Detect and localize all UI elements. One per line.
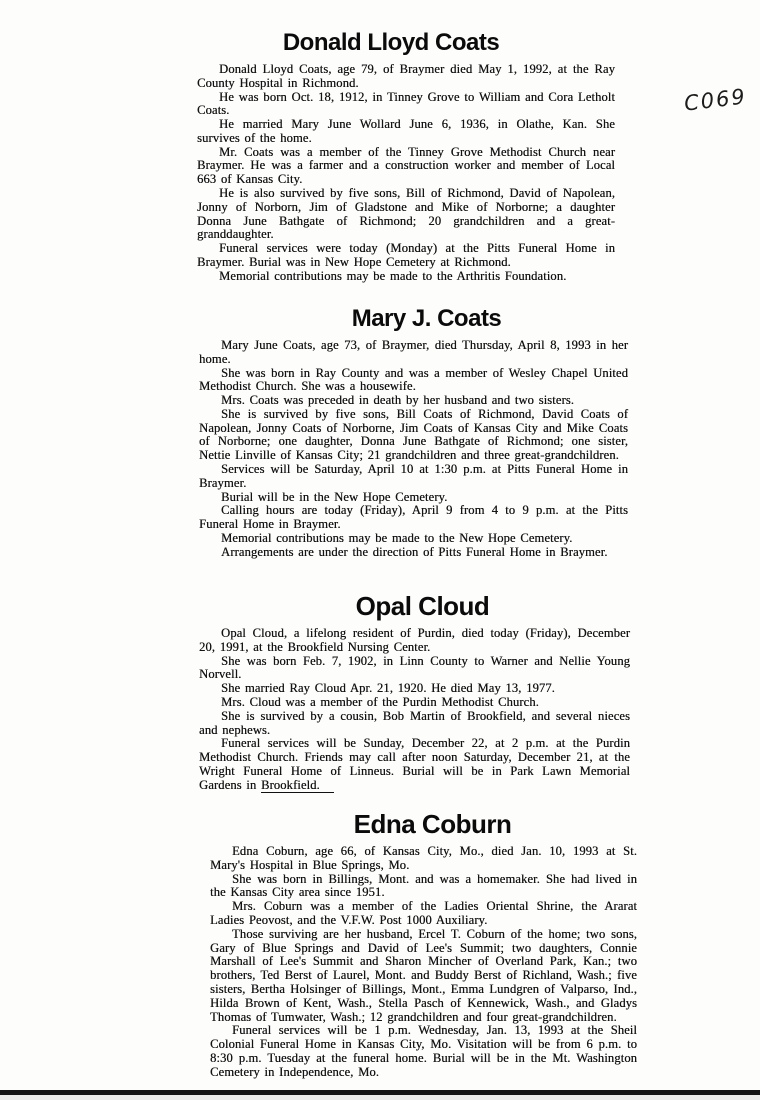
obituary-paragraph: Burial will be in the New Hope Cemetery. xyxy=(221,489,448,504)
obituary-paragraph: Mrs. Coburn was a member of the Ladies Oriental Shrine, the Ararat Ladies Peovost, and the V.F.W. Post 1000 Auxiliary. xyxy=(210,899,637,928)
obituary-paragraph: Mary June Coats, age 73, of Braymer, died Thursday, April 8, 1993 in her home. xyxy=(199,337,628,366)
obituary-title: Mary J. Coats xyxy=(351,305,502,332)
obituary-paragraph: She was born in Ray County and was a member of Wesley Chapel United Methodist Church. She was a housewife. xyxy=(199,365,628,394)
underlined-word: Brookfield. xyxy=(261,778,334,793)
obituary-paragraph: Memorial contributions may be made to the New Hope Cemetery. xyxy=(221,531,573,546)
obituary-paragraph: Funeral services were today (Monday) at the Pitts Funeral Home in Braymer. Burial was in New Hope Cemetery at Richmond. xyxy=(197,241,615,270)
obituary-paragraph: Funeral services will be 1 p.m. Wednesday, Jan. 13, 1993 at the Sheil Colonial Funeral Home in Kansas City, Mo. Visitation will be from 6 p.m. to 8:30 p.m. Tuesday at the funeral home. Burial will be in the Mt. Washington Cemetery in Independence, Mo. xyxy=(210,1023,637,1079)
obituary-paragraph: She is survived by five sons, Bill Coats of Richmond, David Coats of Napolean, Jonny Coats of Norborne, Jim Coats of Kansas City and Mike Coats of Norborne; one daughter, Donna June Bathgate of Richmond; one sister, Nettie Linville of Kansas City; 21 grandchildren and three great-grandchildren. xyxy=(199,406,628,463)
obituary-paragraph: Donald Lloyd Coats, age 79, of Braymer died May 1, 1992, at the Ray County Hospital in Richmond. xyxy=(197,61,615,90)
obituary-paragraph: He married Mary June Wollard June 6, 1936, in Olathe, Kan. She survives of the home. xyxy=(197,117,615,145)
obituary-opal-cloud xyxy=(199,592,630,793)
obituary-paragraph: She was born Feb. 7, 1902, in Linn County to Warner and Nellie Young Norvell. xyxy=(199,653,630,682)
obituary-paragraph: Memorial contributions may be made to the Arthritis Foundation. xyxy=(219,268,567,283)
obituary-paragraph: Edna Coburn, age 66, of Kansas City, Mo., died Jan. 10, 1993 at St. Mary's Hospital in Blue Springs, Mo. xyxy=(210,844,637,872)
obituary-paragraph: Mr. Coats was a member of the Tinney Grove Methodist Church near Braymer. He was a farmer and a construction worker and member of Local 663 of Kansas City. xyxy=(197,144,615,187)
paragraph-text: Funeral services will be Sunday, December 22, at 2 p.m. at the Purdin Methodist Church. Friends may call after noon Saturday, December 21, at the Wright Funeral Home of Linneus. Burial will be in Park Lawn Memorial Gardens in xyxy=(199,736,630,792)
obituary-paragraph: She is survived by a cousin, Bob Martin of Brookfield, and several nieces and nephews. xyxy=(199,708,630,737)
obituary-donald-lloyd-coats xyxy=(197,30,615,284)
obituary-paragraph: Services will be Saturday, April 10 at 1:30 p.m. at Pitts Funeral Home in Braymer. xyxy=(199,462,628,490)
obituary-paragraph: Opal Cloud, a lifelong resident of Purdin, died today (Friday), December 20, 1991, at the Brookfield Nursing Center. xyxy=(199,626,630,654)
obituary-paragraph xyxy=(199,737,630,792)
obituary-paragraph: Calling hours are today (Friday), April 9 from 4 to 9 p.m. at the Pitts Funeral Home in Braymer. xyxy=(199,503,628,532)
obituary-title: Edna Coburn xyxy=(353,809,512,839)
obituary-edna-coburn xyxy=(210,810,637,1080)
obituary-paragraph: Mrs. Cloud was a member of the Purdin Methodist Church. xyxy=(221,695,539,710)
obituary-paragraph: He is also survived by five sons, Bill of Richmond, David of Napolean, Jonny of Norborn, Jim of Gladstone and Mike of Norborne; a daughter Donna June Bathgate of Richmond; 20 grandchildren and a great-granddaughter. xyxy=(197,186,615,242)
obituary-mary-j-coats xyxy=(199,306,628,560)
obituary-paragraph: She married Ray Cloud Apr. 21, 1920. He died May 13, 1977. xyxy=(221,681,555,696)
obituary-paragraph: She was born in Billings, Mont. and was a homemaker. She had lived in the Kansas City area since 1951. xyxy=(210,871,637,900)
handwritten-code-annotation: C069 xyxy=(682,84,748,116)
obituary-paragraph: He was born Oct. 18, 1912, in Tinney Grove to William and Cora Letholt Coats. xyxy=(197,89,615,118)
obituary-title: Opal Cloud xyxy=(355,591,490,621)
obituary-title: Donald Lloyd Coats xyxy=(282,29,500,56)
obituary-paragraph: Arrangements are under the direction of Pitts Funeral Home in Braymer. xyxy=(221,544,608,559)
scan-edge-shadow xyxy=(0,1095,760,1100)
obituary-paragraph: Mrs. Coats was preceded in death by her husband and two sisters. xyxy=(221,393,575,408)
obituary-paragraph: Those surviving are her husband, Ercel T. Coburn of the home; two sons, Gary of Blue Springs and David of Lee's Summit; two daughters, Connie Marshall of Lee's Summit and Sharon Mincher of Overland Park, Kan.; two brothers, Ted Berst of Laurel, Mont. and Buddy Berst of Richland, Wash.; five sisters, Bertha Holsinger of Billings, Mont., Emma Lundgren of Valparso, Ind., Hilda Brown of Kent, Wash., Stella Pasch of Kennewick, Wash., and Gladys Thomas of Tumwater, Wash.; 12 grandchildren and four great-grandchildren. xyxy=(210,926,637,1024)
